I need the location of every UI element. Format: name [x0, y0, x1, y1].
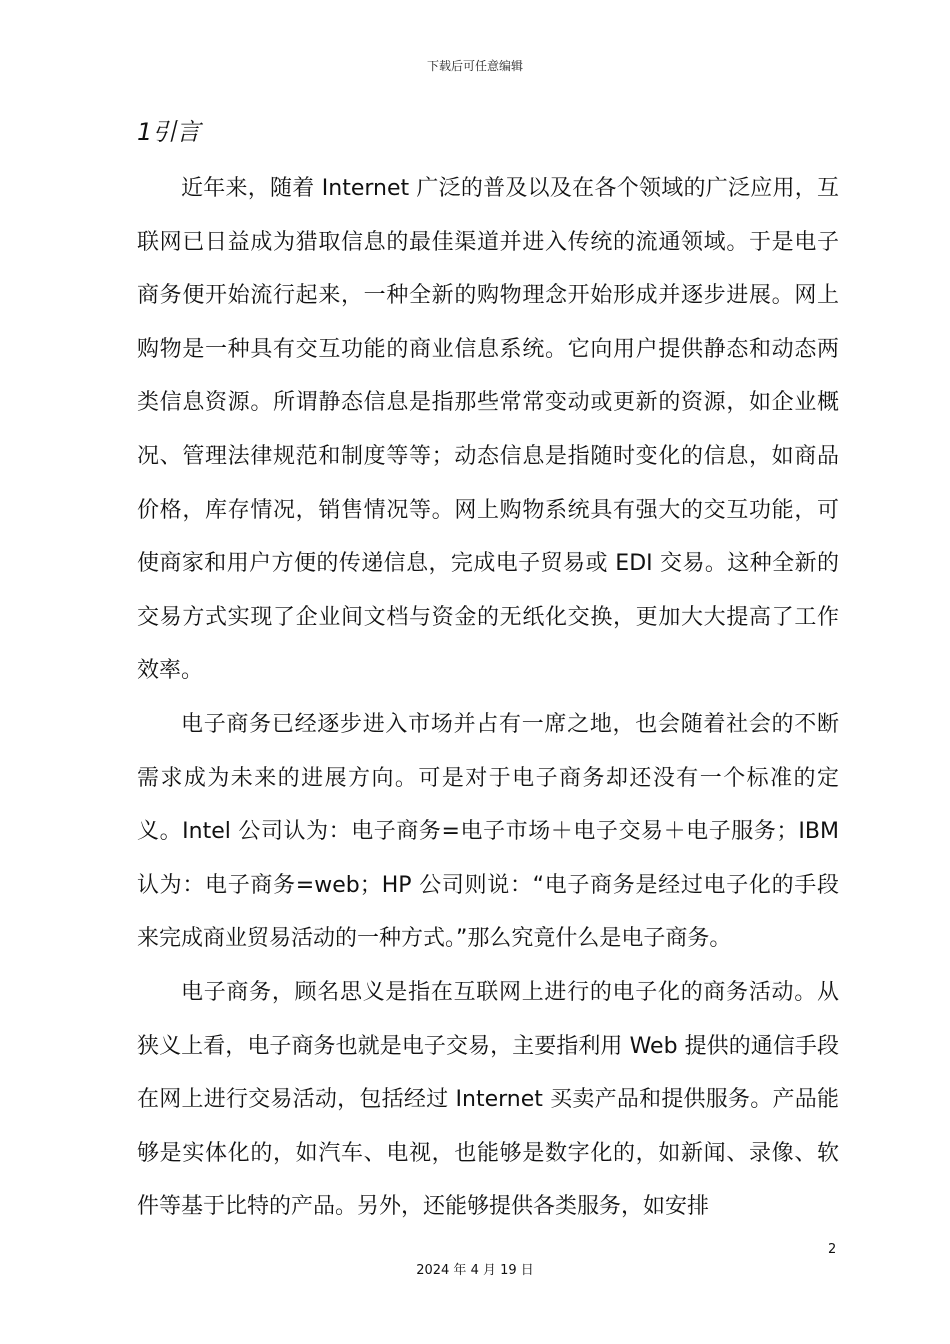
- paragraph-1: 近年来，随着 Internet 广泛的普及以及在各个领域的广泛应用，互联网已日益成为猎取信息的最佳渠道并进入传统的流通领域。于是电子商务便开始流行起来，一种全新的购物理念开始形成并逐步进展。网上购物是一种具有交互功能的商业信息系统。它向用户提供静态和动态两类信息资源。所谓静态信息是指那些常常变动或更新的资源，如企业概况、管理法律规范和制度等等；动态信息是指随时变化的信息，如商品价格，库存情况，销售情况等。网上购物系统具有强大的交互功能，可使商家和用户方便的传递信息，完成电子贸易或 EDI 交易。这种全新的交易方式实现了企业间文档与资金的无纸化交换，更加大大提高了工作效率。: [137, 176, 839, 684]
- section-heading: 1引言: [137, 118, 201, 146]
- body-text: [137, 162, 839, 1234]
- paragraph-2: 电子商务已经逐步进入市场并占有一席之地，也会随着社会的不断需求成为未来的进展方向。可是对于电子商务却还没有一个标准的定义。Intel 公司认为：电子商务=电子市场＋电子交易＋电子服务；IBM 认为：电子商务=web；HP 公司则说：“电子商务是经过电子化的手段来完成商业贸易活动的一种方式。”那么究竟什么是电子商务。: [137, 711, 839, 952]
- page-number: 2: [828, 1242, 837, 1257]
- footer-date: 2024 年 4 月 19 日: [416, 1263, 534, 1278]
- paragraph-3: 电子商务，顾名思义是指在互联网上进行的电子化的商务活动。从狭义上看，电子商务也就是电子交易，主要指利用 Web 提供的通信手段在网上进行交易活动，包括经过 Internet 买卖产品和提供服务。产品能够是实体化的，如汽车、电视，也能够是数字化的，如新闻、录像、软件等基于比特的产品。另外，还能够提供各类服务，如安排: [137, 979, 839, 1220]
- header-note: 下载后可任意编辑: [426, 59, 523, 73]
